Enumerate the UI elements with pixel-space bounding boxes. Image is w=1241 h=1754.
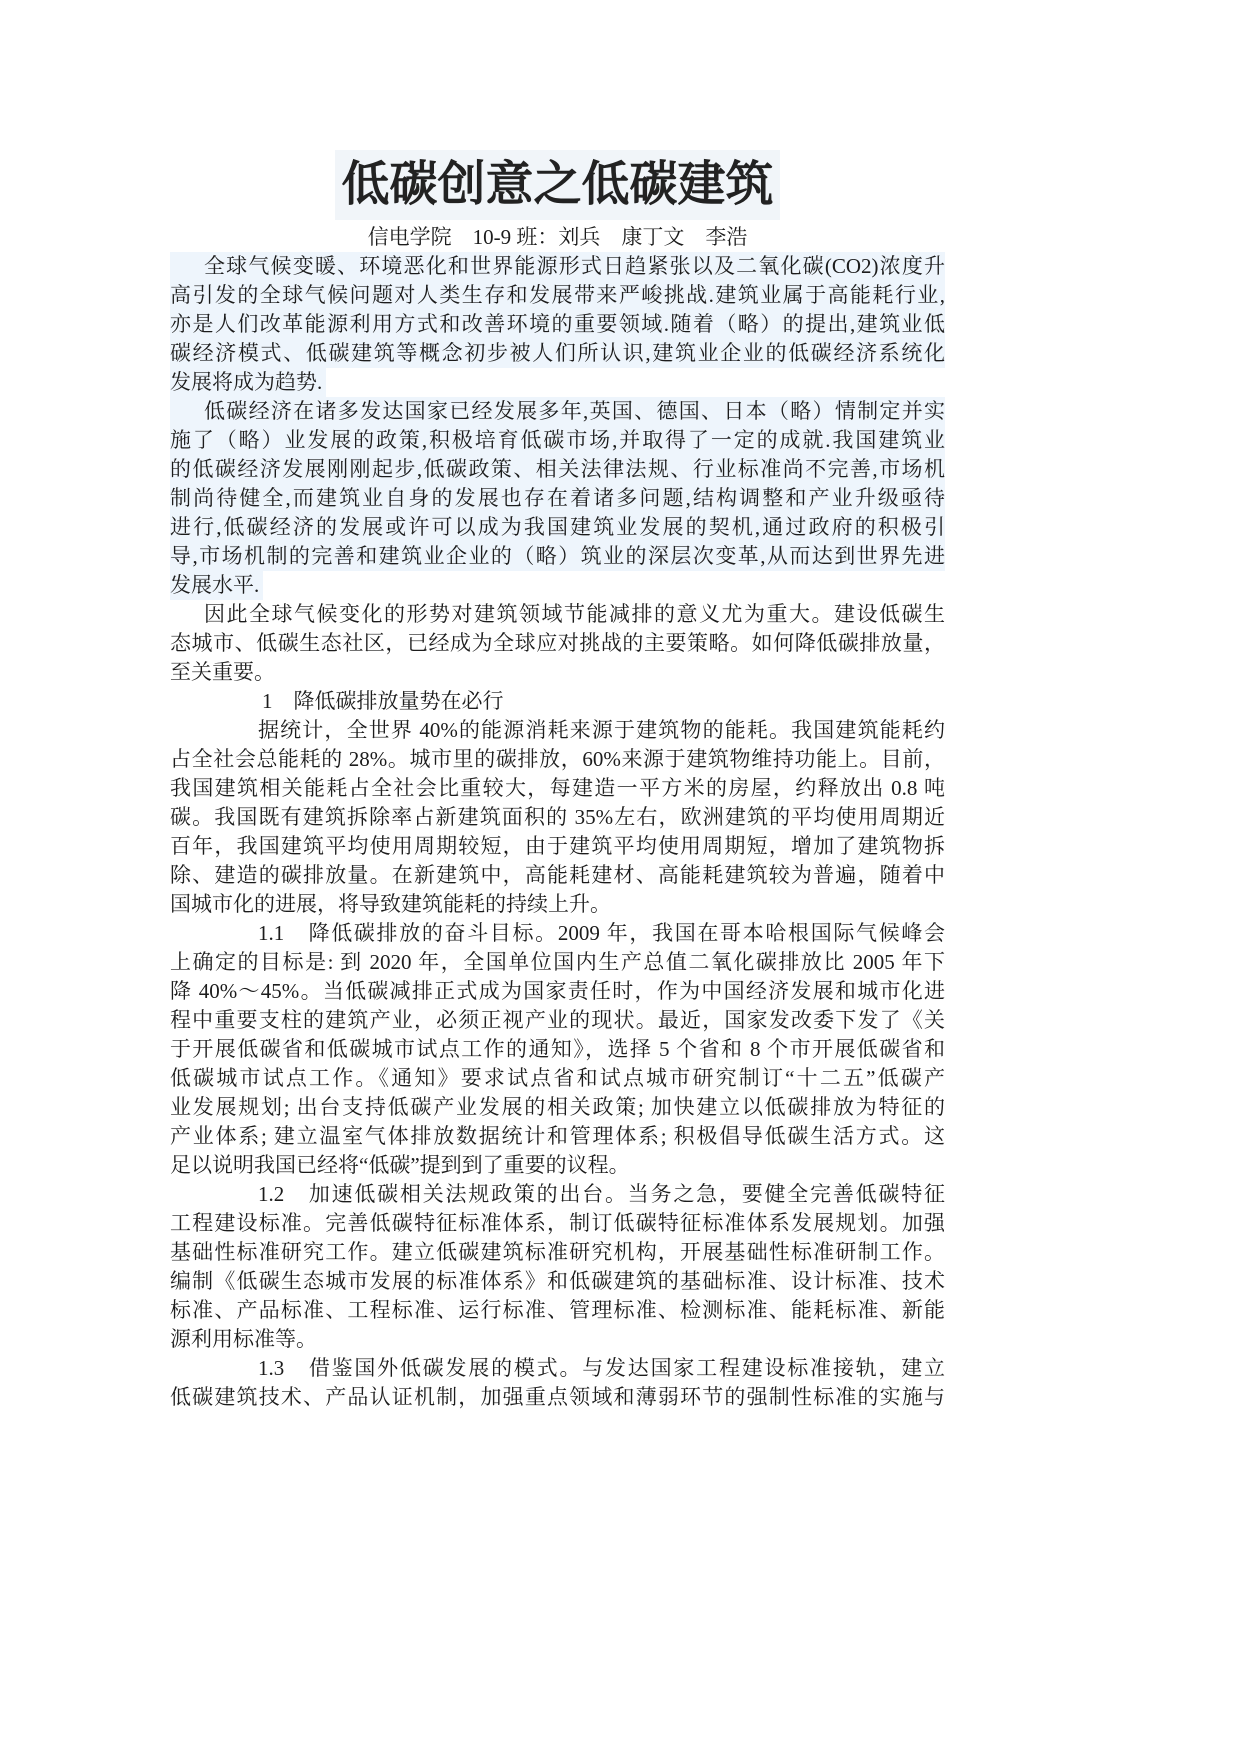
paragraph-line: 于开展低碳省和低碳城市试点工作的通知》，选择 5 个省和 8 个市开展低碳省和	[170, 1037, 945, 1061]
paragraph-line: 我国建筑相关能耗占全社会比重较大，每建造一平方米的房屋，约释放出 0.8 吨	[170, 776, 945, 800]
paragraph-line: 因此全球气候变化的形势对建筑领域节能减排的意义尤为重大。建设低碳生	[204, 602, 945, 626]
paragraph-line: 国城市化的进展，将导致建筑能耗的持续上升。	[170, 892, 611, 916]
paragraph-line: 1.3 借鉴国外低碳发展的模式。与发达国家工程建设标准接轨，建立	[258, 1356, 945, 1380]
paragraph-line: 态城市、低碳生态社区，已经成为全球应对挑战的主要策略。如何降低碳排放量，	[170, 631, 945, 655]
paragraph-line: 低碳城市试点工作。《通知》要求试点省和试点城市研究制订“十二五”低碳产	[170, 1066, 945, 1090]
paragraph	[170, 1354, 945, 1412]
paragraph-line: 高引发的全球气候问题对人类生存和发展带来严峻挑战.建筑业属于高能耗行业,	[170, 281, 945, 310]
paragraph-line: 发展水平.	[170, 571, 263, 600]
paragraph-line: 至关重要。	[170, 660, 275, 684]
paragraph-line: 基础性标准研究工作。建立低碳建筑标准研究机构，开展基础性标准研制工作。	[170, 1240, 945, 1264]
paragraph-line: 1.2 加速低碳相关法规政策的出台。当务之急，要健全完善低碳特征	[258, 1182, 945, 1206]
paragraph-line: 碳。我国既有建筑拆除率占新建筑面积的 35%左右，欧洲建筑的平均使用周期近	[170, 805, 945, 829]
paragraph-line: 制尚待健全,而建筑业自身的发展也存在着诸多问题,结构调整和产业升级亟待	[170, 484, 945, 513]
paragraph-line: 占全社会总能耗的 28%。城市里的碳排放，60%来源于建筑物维持功能上。目前，	[170, 747, 945, 771]
byline: 信电学院 10-9 班：刘兵 康丁文 李浩	[367, 225, 748, 249]
paragraph	[170, 397, 945, 600]
paragraph-line: 碳经济模式、低碳建筑等概念初步被人们所认识,建筑业企业的低碳经济系统化	[170, 339, 945, 368]
paragraph-line: 除、建造的碳排放量。在新建筑中，高能耗建材、高能耗建筑较为普遍，随着中	[170, 863, 945, 887]
section-heading: 1 降低碳排放量势在必行	[262, 689, 504, 713]
paragraph-line: 进行,低碳经济的发展或许可以成为我国建筑业发展的契机,通过政府的积极引	[170, 513, 945, 542]
paragraph-line: 足以说明我国已经将“低碳”提到到了重要的议程。	[170, 1153, 630, 1177]
paragraph	[170, 600, 945, 687]
paragraph-line: 上确定的目标是: 到 2020 年，全国单位国内生产总值二氧化碳排放比 2005 年下	[170, 950, 945, 974]
paragraph-line: 降 40%～45%。当低碳减排正式成为国家责任时，作为中国经济发展和城市化进	[170, 979, 945, 1003]
paragraph-line: 全球气候变暖、环境恶化和世界能源形式日趋紧张以及二氧化碳(CO2)浓度升	[170, 252, 945, 281]
paragraph	[170, 716, 945, 919]
paragraph-line: 编制《低碳生态城市发展的标准体系》和低碳建筑的基础标准、设计标准、技术	[170, 1269, 945, 1293]
paragraph-line: 标准、产品标准、工程标准、运行标准、管理标准、检测标准、能耗标准、新能	[170, 1298, 945, 1322]
paragraph-line: 程中重要支柱的建筑产业，必须正视产业的现状。最近，国家发改委下发了《关	[170, 1008, 945, 1032]
paragraph	[170, 252, 945, 397]
paragraph-line: 工程建设标准。完善低碳特征标准体系，制订低碳特征标准体系发展规划。加强	[170, 1211, 945, 1235]
paragraph-line: 低碳经济在诸多发达国家已经发展多年,英国、德国、日本（略）情制定并实	[170, 397, 945, 426]
paragraph-line: 施了（略）业发展的政策,积极培育低碳市场,并取得了一定的成就.我国建筑业	[170, 426, 945, 455]
paragraph-line: 1.1 降低碳排放的奋斗目标。2009 年，我国在哥本哈根国际气候峰会	[258, 921, 945, 945]
paragraph-line: 业发展规划; 出台支持低碳产业发展的相关政策; 加快建立以低碳排放为特征的	[170, 1095, 945, 1119]
paragraph-line: 源利用标准等。	[170, 1327, 317, 1351]
paragraph-line: 低碳建筑技术、产品认证机制，加强重点领域和薄弱环节的强制性标准的实施与	[170, 1385, 945, 1409]
paragraph-line: 据统计，全世界 40%的能源消耗来源于建筑物的能耗。我国建筑能耗约	[258, 718, 945, 742]
paragraph-line: 百年，我国建筑平均使用周期较短，由于建筑平均使用周期短，增加了建筑物拆	[170, 834, 945, 858]
paragraph-line: 产业体系; 建立温室气体排放数据统计和管理体系; 积极倡导低碳生活方式。这	[170, 1124, 945, 1148]
paragraph-line: 导,市场机制的完善和建筑业企业的（略）筑业的深层次变革,从而达到世界先进	[170, 542, 945, 571]
paragraph-line: 亦是人们改革能源利用方式和改善环境的重要领域.随着（略）的提出,建筑业低	[170, 310, 945, 339]
document-body	[170, 150, 945, 1412]
title-block	[170, 150, 945, 223]
paragraph	[170, 1180, 945, 1354]
paragraph-line: 的低碳经济发展刚刚起步,低碳政策、相关法律法规、行业标准尚不完善,市场机	[170, 455, 945, 484]
page-title: 低碳创意之低碳建筑	[335, 150, 779, 220]
paragraph-line: 发展将成为趋势.	[170, 368, 326, 397]
paragraph	[170, 919, 945, 1180]
